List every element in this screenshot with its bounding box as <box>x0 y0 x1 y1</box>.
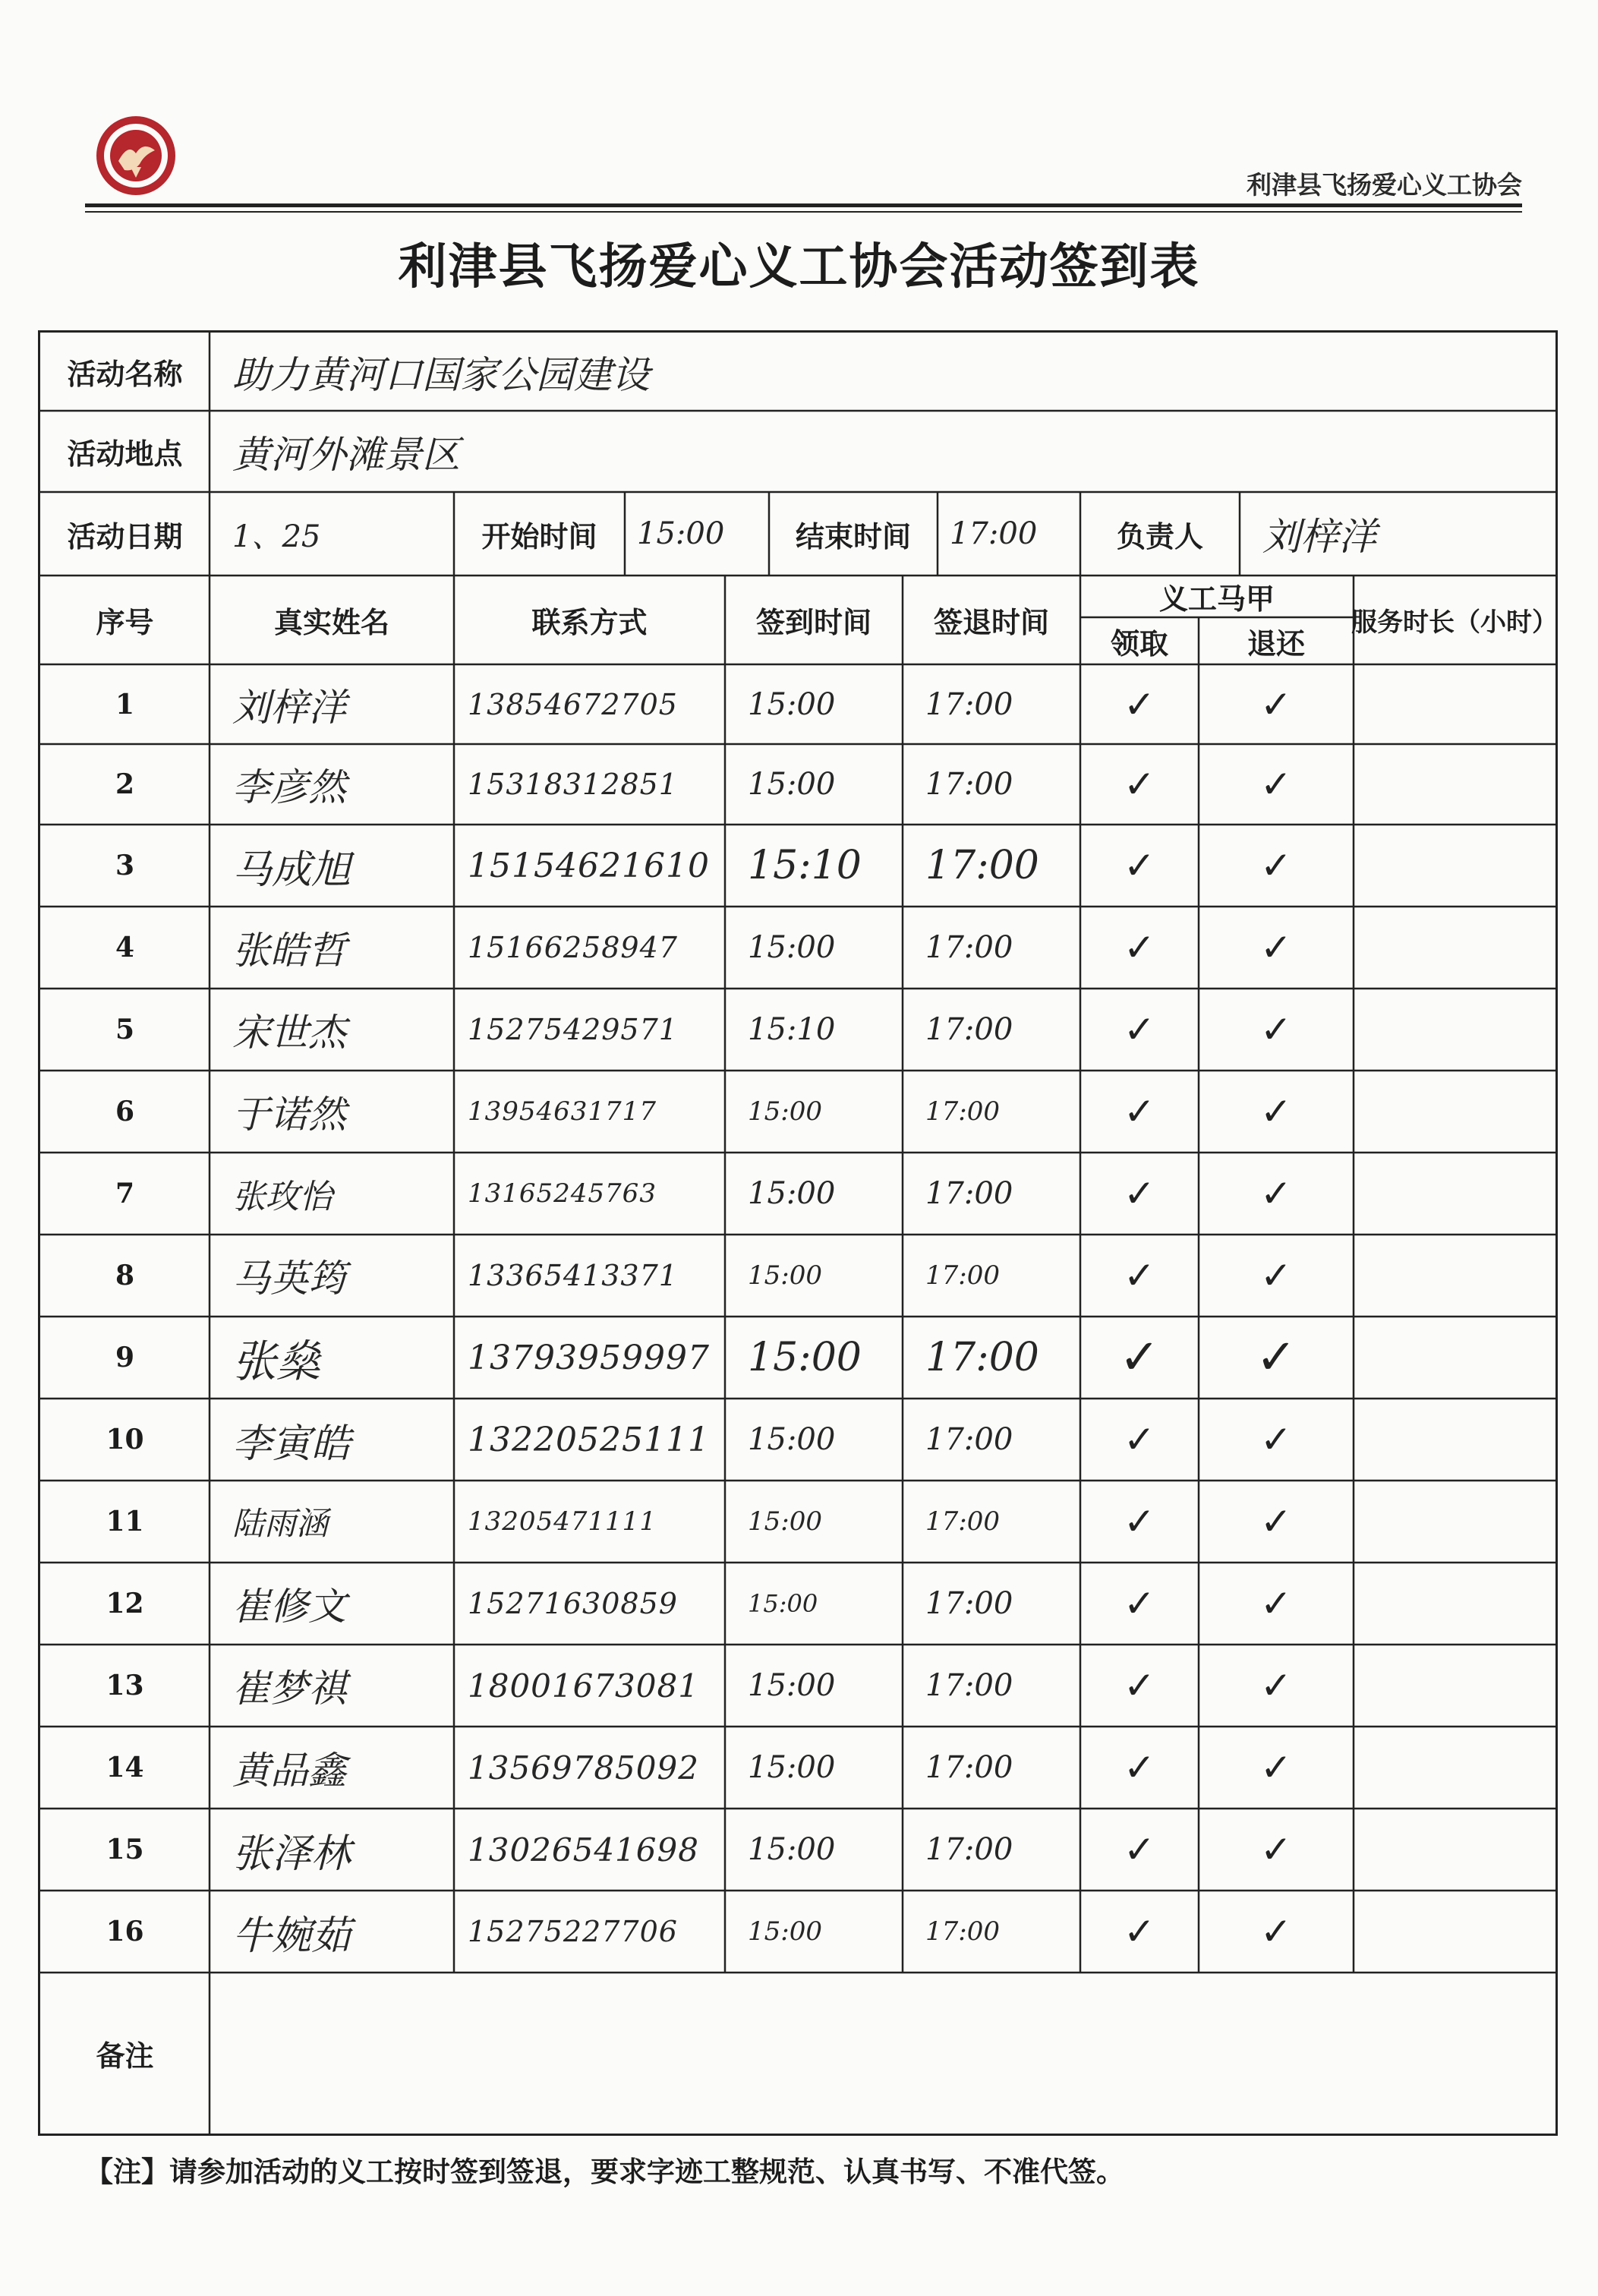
activity-location-label: 活动地点 <box>67 437 183 471</box>
row-seq: 5 <box>115 1014 135 1046</box>
row-seq: 2 <box>115 768 135 800</box>
row-vest-return: ✓ <box>1260 1500 1292 1544</box>
remarks-label: 备注 <box>96 2039 154 2073</box>
col-header-vest-get: 领取 <box>1110 626 1168 661</box>
row-vest-return: ✓ <box>1260 1582 1292 1626</box>
row-checkout: 17:00 <box>925 1096 1000 1127</box>
row-checkout: 17:00 <box>925 1586 1013 1621</box>
row-hours <box>1354 1481 1555 1563</box>
row-vest-return: ✓ <box>1256 1329 1297 1386</box>
row-name: 崔梦祺 <box>232 1667 346 1711</box>
row-name: 张泽林 <box>232 1831 351 1877</box>
row-vest-return: ✓ <box>1260 844 1292 888</box>
activity-name-value: 助力黄河口国家公园建设 <box>232 352 650 397</box>
row-hours <box>1354 907 1555 989</box>
row-name: 李彦然 <box>232 765 346 809</box>
row-checkout: 17:00 <box>925 1422 1013 1457</box>
end-time-value: 17:00 <box>950 516 1038 551</box>
row-checkin: 15:00 <box>748 1506 822 1537</box>
row-seq: 15 <box>106 1834 144 1866</box>
row-vest-get: ✓ <box>1124 682 1155 727</box>
row-vest-get: ✓ <box>1119 1329 1160 1386</box>
row-vest-return: ✓ <box>1260 1090 1292 1134</box>
row-checkout: 17:00 <box>925 843 1039 888</box>
row-phone: 13793959997 <box>468 1338 710 1377</box>
row-seq: 4 <box>115 932 135 964</box>
col-header-checkout: 签退时间 <box>933 606 1049 639</box>
row-name: 马成旭 <box>232 847 351 893</box>
row-seq: 8 <box>115 1260 135 1292</box>
row-checkout: 17:00 <box>925 686 1013 722</box>
row-name: 崔修文 <box>232 1585 346 1629</box>
row-checkout: 17:00 <box>925 1260 1000 1291</box>
row-phone: 13854672705 <box>468 687 678 721</box>
row-checkin: 15:10 <box>748 843 862 888</box>
start-time-label: 开始时间 <box>481 519 597 554</box>
col-header-checkin: 签到时间 <box>755 606 871 639</box>
owner-value: 刘梓洋 <box>1262 515 1376 559</box>
row-vest-get: ✓ <box>1124 1746 1155 1790</box>
row-vest-get: ✓ <box>1124 762 1155 806</box>
row-phone: 13365413371 <box>468 1259 678 1292</box>
row-seq: 7 <box>115 1178 135 1210</box>
row-phone: 13026541698 <box>468 1831 699 1869</box>
owner-label: 负责人 <box>1116 519 1203 554</box>
col-header-vest: 义工马甲 <box>1158 582 1275 616</box>
row-vest-get: ✓ <box>1124 1664 1155 1708</box>
row-checkout: 17:00 <box>925 767 1013 802</box>
row-checkout: 17:00 <box>925 1750 1013 1785</box>
row-vest-return: ✓ <box>1260 762 1292 806</box>
row-vest-return: ✓ <box>1260 1008 1292 1052</box>
row-checkout: 17:00 <box>925 1012 1013 1047</box>
row-hours <box>1354 1563 1555 1645</box>
end-time-label: 结束时间 <box>795 519 911 554</box>
row-checkin: 15:00 <box>748 1750 836 1785</box>
remarks-value <box>210 1973 1555 2134</box>
row-phone: 13205471111 <box>468 1506 657 1537</box>
row-seq: 11 <box>106 1506 144 1538</box>
row-hours <box>1354 989 1555 1071</box>
row-vest-return: ✓ <box>1260 1418 1292 1462</box>
row-hours <box>1354 1317 1555 1399</box>
row-seq: 9 <box>115 1342 135 1374</box>
row-vest-get: ✓ <box>1124 1090 1155 1134</box>
col-header-contact: 联系方式 <box>531 606 648 639</box>
row-checkin: 15:00 <box>748 767 836 802</box>
row-checkin: 15:00 <box>748 1422 836 1457</box>
row-checkin: 15:00 <box>748 930 836 965</box>
row-vest-return: ✓ <box>1260 1172 1292 1216</box>
row-vest-get: ✓ <box>1124 1008 1155 1052</box>
row-checkout: 17:00 <box>925 1916 1000 1947</box>
row-hours <box>1354 664 1555 744</box>
row-seq: 3 <box>115 850 135 882</box>
row-phone: 13165245763 <box>468 1178 657 1209</box>
row-checkin: 15:00 <box>748 1668 836 1703</box>
row-seq: 14 <box>106 1752 144 1784</box>
row-vest-return: ✓ <box>1260 682 1292 727</box>
row-name: 黄品鑫 <box>232 1749 346 1793</box>
col-header-name: 真实姓名 <box>273 606 389 639</box>
row-hours <box>1354 825 1555 907</box>
row-name: 张燊 <box>232 1336 321 1387</box>
row-seq: 13 <box>106 1670 144 1702</box>
row-name: 陆雨涵 <box>232 1505 329 1542</box>
row-vest-get: ✓ <box>1124 1172 1155 1216</box>
col-header-hours: 服务时长（小时） <box>1351 607 1558 638</box>
row-name: 张玫怡 <box>232 1178 333 1216</box>
row-vest-return: ✓ <box>1260 1254 1292 1298</box>
header-rule-thin <box>85 211 1522 213</box>
row-vest-get: ✓ <box>1124 1254 1155 1298</box>
row-checkout: 17:00 <box>925 1832 1013 1867</box>
row-hours <box>1354 1645 1555 1727</box>
activity-location-value: 黄河外滩景区 <box>232 432 460 477</box>
row-vest-return: ✓ <box>1260 1828 1292 1872</box>
row-vest-get: ✓ <box>1124 1828 1155 1872</box>
row-checkin: 15:00 <box>748 686 836 722</box>
row-vest-get: ✓ <box>1124 844 1155 888</box>
row-checkin: 15:00 <box>748 1335 862 1380</box>
row-vest-return: ✓ <box>1260 1910 1292 1954</box>
row-checkout: 17:00 <box>925 930 1013 965</box>
row-checkin: 15:00 <box>748 1832 836 1867</box>
row-seq: 12 <box>106 1588 144 1620</box>
row-seq: 1 <box>115 688 135 721</box>
row-seq: 16 <box>106 1916 144 1948</box>
col-header-seq: 序号 <box>96 606 154 639</box>
row-seq: 6 <box>115 1096 135 1128</box>
col-header-vest-return: 退还 <box>1247 626 1305 661</box>
row-hours <box>1354 1727 1555 1809</box>
activity-date-label: 活动日期 <box>67 519 183 554</box>
row-vest-get: ✓ <box>1124 926 1155 970</box>
row-checkin: 15:10 <box>748 1012 836 1047</box>
row-name: 马英筠 <box>232 1257 346 1301</box>
row-vest-return: ✓ <box>1260 926 1292 970</box>
footnote: 【注】请参加活动的义工按时签到签退，要求字迹工整规范、认真书写、不准代签。 <box>85 2156 1124 2188</box>
row-phone: 15166258947 <box>468 931 678 964</box>
row-vest-get: ✓ <box>1124 1500 1155 1544</box>
row-hours <box>1354 1399 1555 1481</box>
row-phone: 13220525111 <box>468 1420 710 1459</box>
row-name: 于诺然 <box>232 1093 346 1137</box>
activity-name-label: 活动名称 <box>67 358 183 391</box>
row-phone: 15318312851 <box>468 768 678 801</box>
row-checkout: 17:00 <box>925 1506 1000 1537</box>
row-checkin: 15:00 <box>748 1096 822 1127</box>
header-rule-thick <box>85 203 1522 207</box>
row-hours <box>1354 1235 1555 1317</box>
row-hours <box>1354 1809 1555 1891</box>
row-hours <box>1354 744 1555 825</box>
row-name: 刘梓洋 <box>232 685 346 730</box>
row-hours <box>1354 1153 1555 1235</box>
row-phone: 15275429571 <box>468 1013 678 1046</box>
sign-in-form <box>38 330 1558 2136</box>
row-phone: 15275227706 <box>468 1915 678 1948</box>
row-checkin: 15:00 <box>748 1176 836 1211</box>
row-seq: 10 <box>106 1424 144 1456</box>
row-hours <box>1354 1891 1555 1973</box>
row-name: 李寅皓 <box>232 1421 351 1467</box>
row-phone: 13569785092 <box>468 1749 699 1787</box>
row-phone: 15271630859 <box>468 1587 678 1620</box>
start-time-value: 15:00 <box>637 516 725 551</box>
row-phone: 13954631717 <box>468 1096 657 1127</box>
row-checkin: 15:00 <box>748 1916 822 1947</box>
association-logo <box>94 114 178 197</box>
row-vest-get: ✓ <box>1124 1418 1155 1462</box>
row-phone: 15154621610 <box>468 846 710 885</box>
row-vest-return: ✓ <box>1260 1664 1292 1708</box>
row-hours <box>1354 1071 1555 1153</box>
row-name: 张皓哲 <box>232 929 346 973</box>
organization-header: 利津县飞扬爱心义工协会 <box>1247 170 1522 200</box>
row-checkin: 15:00 <box>748 1260 822 1291</box>
page-title: 利津县飞扬爱心义工协会活动签到表 <box>398 238 1200 295</box>
row-vest-get: ✓ <box>1124 1582 1155 1626</box>
row-name: 宋世杰 <box>232 1011 346 1055</box>
activity-date-value: 1、25 <box>232 519 321 554</box>
row-phone: 18001673081 <box>468 1667 699 1705</box>
row-checkin: 15:00 <box>748 1589 818 1618</box>
row-name: 牛婉茹 <box>232 1913 351 1959</box>
row-checkout: 17:00 <box>925 1176 1013 1211</box>
row-vest-return: ✓ <box>1260 1746 1292 1790</box>
row-checkout: 17:00 <box>925 1335 1039 1380</box>
row-vest-get: ✓ <box>1124 1910 1155 1954</box>
row-checkout: 17:00 <box>925 1668 1013 1703</box>
